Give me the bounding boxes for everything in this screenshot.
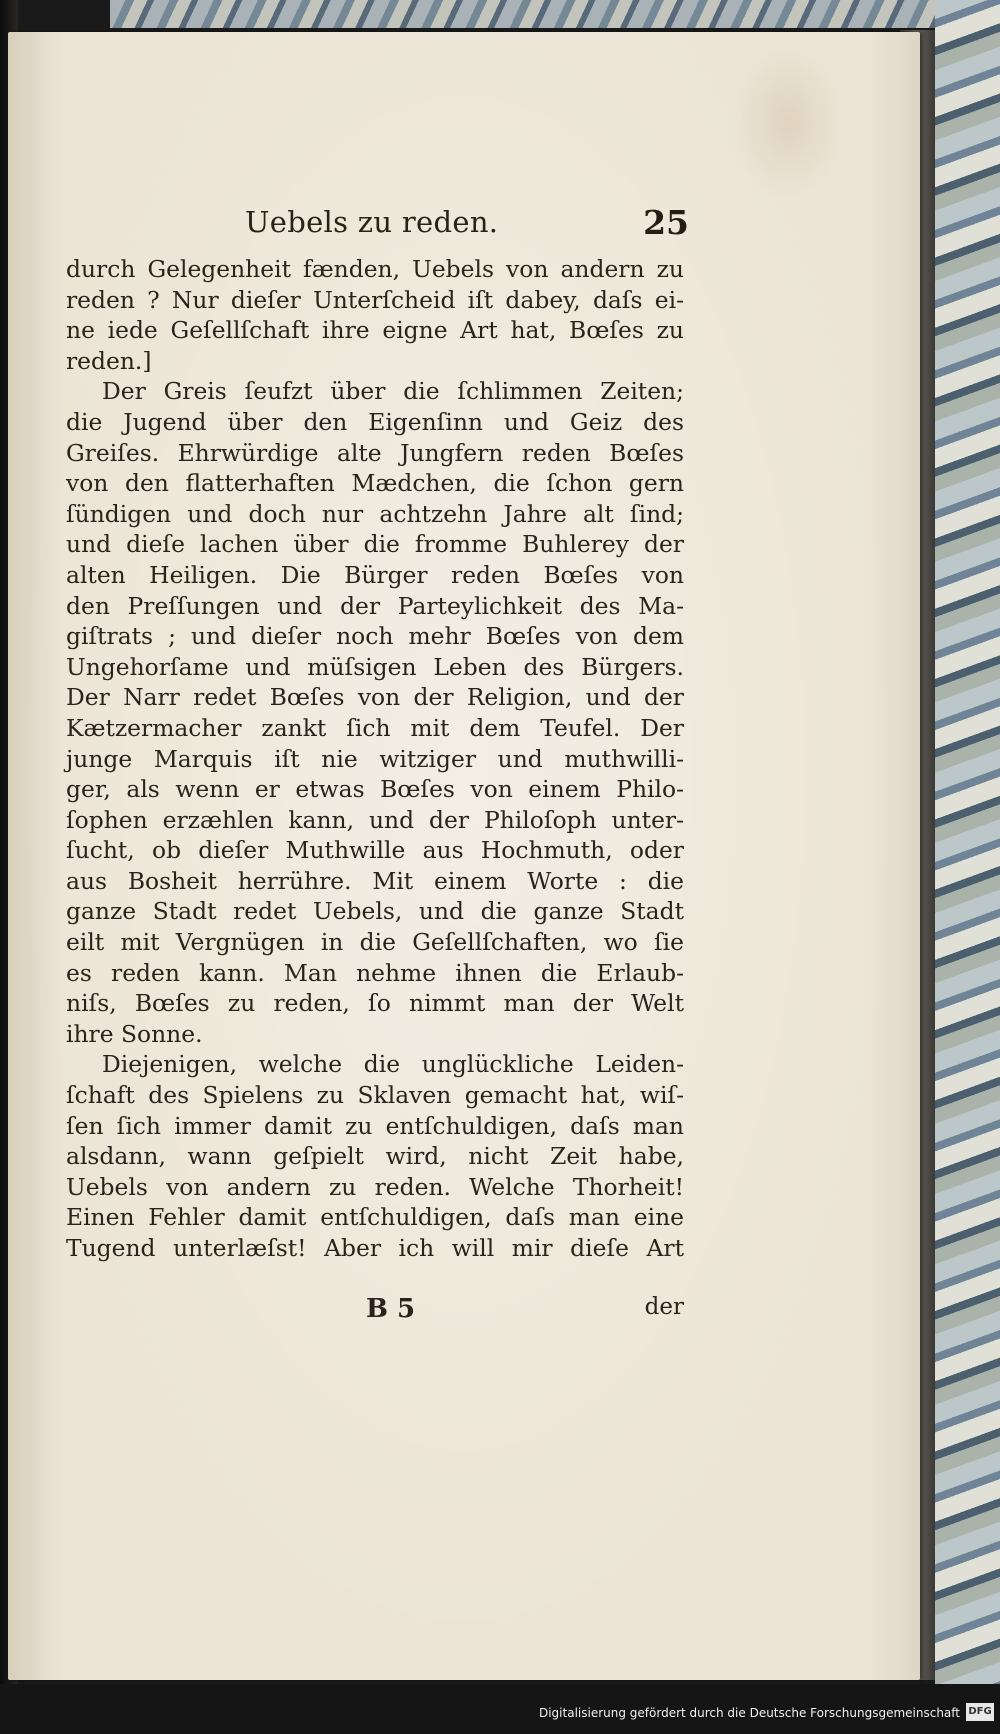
page-number: 25 — [643, 203, 689, 242]
digitization-credit: Digitalisierung gefördert durch die Deutsche Forschungsgemeinschaft — [538, 1706, 960, 1720]
running-head — [245, 205, 695, 249]
text-line: Einen Fehler damit entſchuldigen, daſs man eine — [66, 1203, 684, 1232]
text-line: den Preſſungen und der Parteylichkeit des Ma- — [66, 591, 684, 620]
body-text — [66, 254, 684, 1264]
text-line: reden.] — [66, 346, 152, 375]
text-line: Greiſes. Ehrwürdige alte Jungfern reden Bœſes — [66, 438, 684, 467]
text-line: junge Marquis iſt nie witziger und muthwilli- — [66, 744, 684, 773]
text-line: alten Heiligen. Die Bürger reden Bœſes von — [66, 560, 684, 589]
text-line: ger, als wenn er etwas Bœſes von einem Philo- — [66, 775, 684, 804]
text-line: durch Gelegenheit fænden, Uebels von andern zu — [66, 255, 684, 283]
text-line: ſen ſich immer damit zu entſchuldigen, daſs man — [66, 1111, 684, 1140]
text-line: Kætzermacher zankt ſich mit dem Teufel. Der — [66, 713, 684, 742]
text-line: ganze Stadt redet Uebels, und die ganze Stadt — [66, 897, 684, 926]
marbled-endpaper-top — [110, 0, 940, 28]
text-line: Tugend unterlæſst! Aber ich will mir dieſe Art — [66, 1234, 684, 1262]
text-line: Der Narr redet Bœſes von der Religion, und der — [66, 683, 684, 712]
text-line: alsdann, wann geſpielt wird, nicht Zeit habe, — [66, 1142, 684, 1171]
text-line: von den flatterhaften Mædchen, die ſchon gern — [66, 469, 684, 498]
text-line: eilt mit Vergnügen in die Geſellſchaften, wo ſie — [66, 928, 684, 957]
text-line: die Jugend über den Eigenſinn und Geiz des — [66, 407, 684, 436]
text-line: ihre Sonne. — [66, 1019, 203, 1048]
text-line: ſündigen und doch nur achtzehn Jahre alt ſind; — [66, 499, 684, 528]
text-line: Diejenigen, welche die unglückliche Leiden- — [102, 1050, 684, 1079]
signature-mark: B 5 — [366, 1294, 416, 1324]
text-line: reden ? Nur dieſer Unterſcheid iſt dabey, daſs ei- — [66, 285, 684, 314]
text-line: Der Greis ſeufzt über die ſchlimmen Zeiten; — [102, 377, 684, 406]
text-line: ſophen erzæhlen kann, und der Philoſoph unter- — [66, 805, 684, 834]
running-title: Uebels zu reden. — [245, 205, 499, 239]
catchword: der — [644, 1294, 684, 1320]
text-line: ſchaft des Spielens zu Sklaven gemacht hat, wiſ- — [66, 1081, 684, 1110]
dfg-logo: DFG — [966, 1703, 994, 1721]
text-line: ne iede Geſellſchaft ihre eigne Art hat, Bœſes zu — [66, 316, 684, 345]
text-line: giſtrats ; und dieſer noch mehr Bœſes von dem — [66, 622, 684, 651]
text-line: niſs, Bœſes zu reden, ſo nimmt man der Welt — [66, 989, 684, 1018]
text-line: und dieſe lachen über die fromme Buhlerey der — [66, 530, 684, 559]
text-line: ſucht, ob dieſer Muthwille aus Hochmuth, oder — [66, 836, 684, 865]
text-line: es reden kann. Man nehme ihnen die Erlaub- — [66, 958, 684, 987]
marbled-endpaper-right — [935, 0, 1000, 1734]
page-footer — [66, 1294, 684, 1330]
paper-stain — [728, 42, 848, 202]
text-line: Ungehorſame und müſsigen Leben des Bürgers. — [66, 652, 684, 681]
text-line: Uebels von andern zu reden. Welche Thorheit! — [66, 1172, 684, 1201]
book-page — [8, 32, 920, 1680]
text-line: aus Bosheit herrühre. Mit einem Worte : die — [66, 866, 684, 895]
